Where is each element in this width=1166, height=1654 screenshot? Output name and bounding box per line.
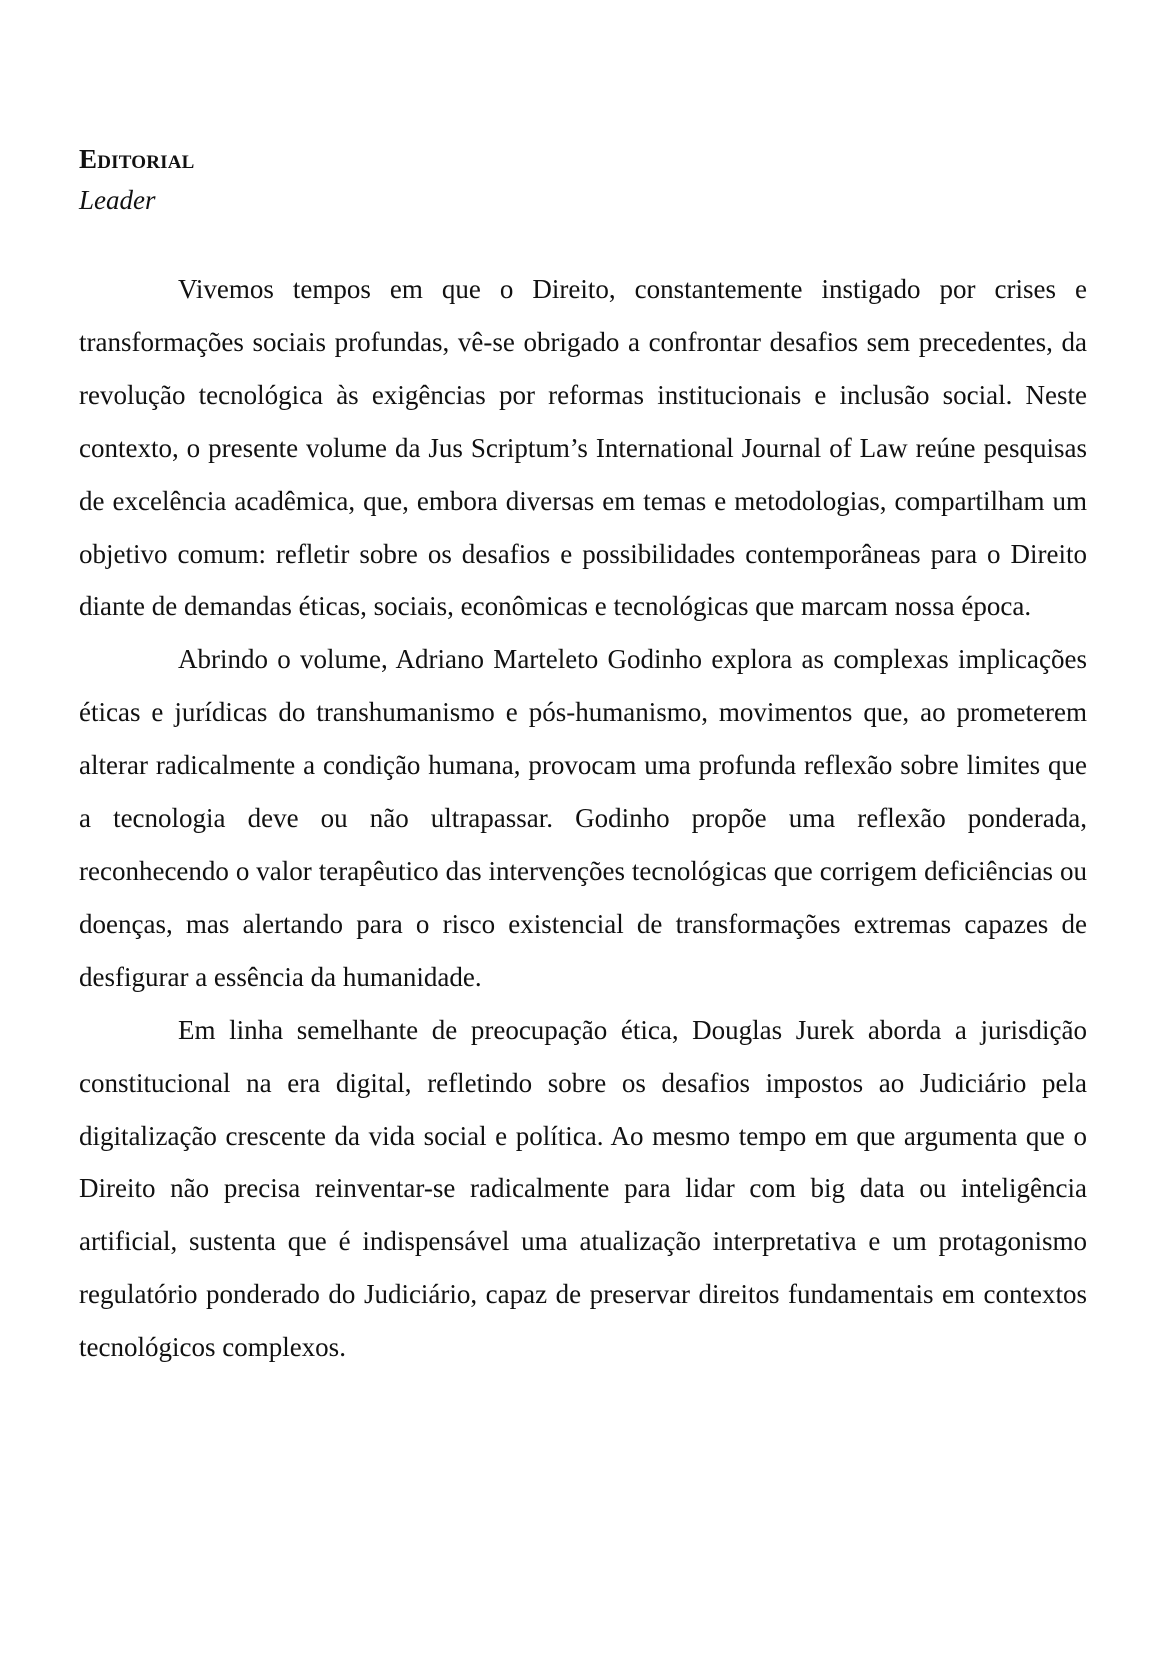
paragraph: Em linha semelhante de preocupação ética, Douglas Jurek aborda a jurisdição constitucional na era digital, refletindo sobre os desafios impostos ao Judiciário pela digitalização crescente da vida social e política. Ao mesmo tempo em que argumenta que o Direito não precisa reinventar-se radicalmente para lidar com big data ou inteligência artificial, sustenta que é indispensável uma atualização interpretativa e um protagonismo regulatório ponderado do Judiciário, capaz de preservar direitos fundamentais em contextos tecnológicos complexos.: [79, 1014, 1087, 1363]
paragraph: Vivemos tempos em que o Direito, constantemente instigado por crises e transformações sociais profundas, vê-se obrigado a confrontar desafios sem precedentes, da revolução tecnológica às exigências por reformas institucionais e inclusão social. Neste contexto, o presente volume da Jus Scriptum’s International Journal of Law reúne pesquisas de excelência acadêmica, que, embora diversas em temas e metodologias, compartilham um objetivo comum: refletir sobre os desafios e possibilidades contemporâneas para o Direito diante de demandas éticas, sociais, econômicas e tecnológicas que marcam nossa época.: [79, 274, 1087, 622]
body-text: [79, 263, 1087, 1374]
document-page: [79, 0, 1087, 1374]
section-heading: Editorial: [79, 144, 195, 174]
paragraph: Abrindo o volume, Adriano Marteleto Godinho explora as complexas implicações éticas e jurídicas do transhumanismo e pós-humanismo, movimentos que, ao prometerem alterar radicalmente a condição humana, provocam uma profunda reflexão sobre limites que a tecnologia deve ou não ultrapassar. Godinho propõe uma reflexão ponderada, reconhecendo o valor terapêutico das intervenções tecnológicas que corrigem deficiências ou doenças, mas alertando para o risco existencial de transformações extremas capazes de desfigurar a essência da humanidade.: [79, 644, 1087, 992]
section-subtitle: Leader: [79, 185, 156, 215]
